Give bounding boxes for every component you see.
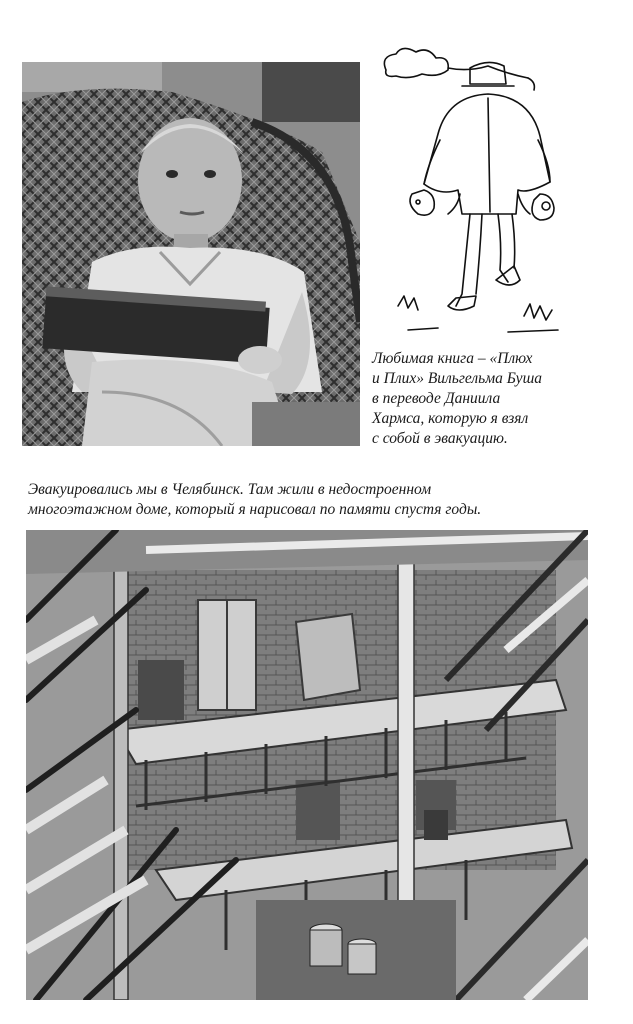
book-character-sketch xyxy=(378,44,568,336)
building-painting xyxy=(26,530,588,1000)
boy-photo-image xyxy=(22,62,360,446)
caption-book: Любимая книга – «Плюх и Плих» Вильгельма Буша в переводе Даниила Хармса, которую я взял с собой в эвакуацию. xyxy=(372,350,543,447)
caption-evacuation: Эвакуировались мы в Челябинск. Там жили в недостроенном многоэтажном доме, который я нарисовал по памяти спустя годы. xyxy=(28,481,482,518)
building-painting-image xyxy=(26,530,588,1000)
boy-photo xyxy=(22,62,360,446)
sketch-drawing xyxy=(378,44,568,336)
